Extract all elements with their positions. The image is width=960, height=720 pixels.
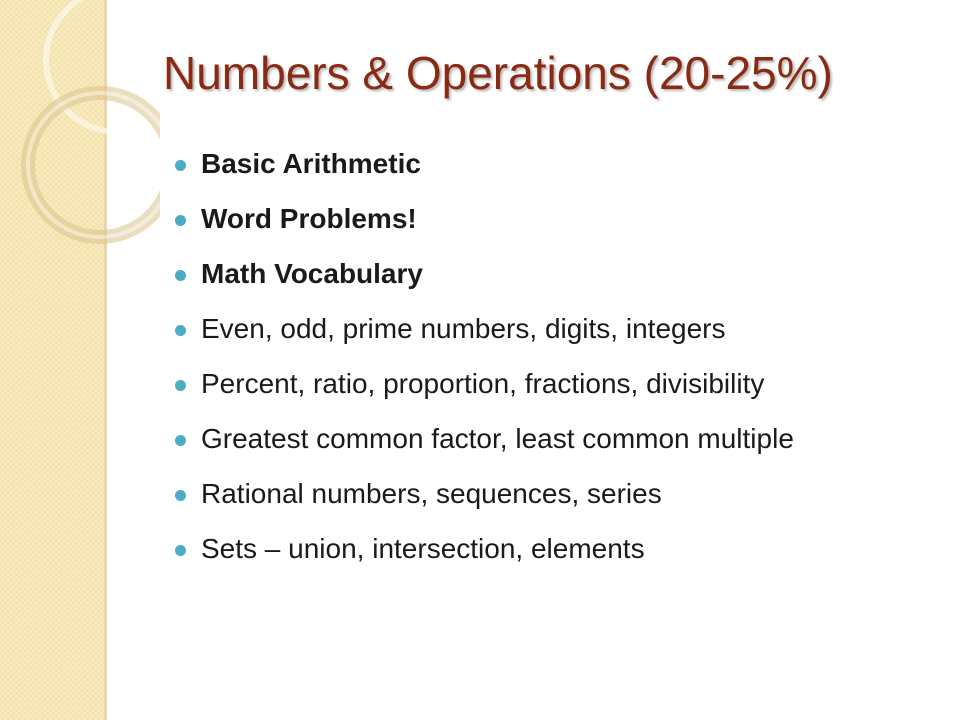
bullet-icon <box>175 270 186 281</box>
bullet-item <box>175 146 915 182</box>
bullet-icon <box>175 490 186 501</box>
bullet-item <box>175 201 915 237</box>
bullet-text: Greatest common factor, least common multiple <box>201 423 794 454</box>
bullet-item <box>175 421 821 457</box>
bullet-item <box>175 476 915 512</box>
bullet-text: Percent, ratio, proportion, fractions, divisibility <box>201 368 765 399</box>
bullet-item <box>175 531 915 567</box>
bullet-text: Sets – union, intersection, elements <box>201 533 645 564</box>
bullet-text: Word Problems! <box>201 203 417 234</box>
decorative-circles-icon <box>0 0 160 260</box>
bullet-icon <box>175 435 186 446</box>
bullet-item <box>175 256 915 292</box>
bullet-icon <box>175 325 186 336</box>
bullet-list <box>175 146 915 586</box>
bullet-item <box>175 311 915 347</box>
bullet-text: Basic Arithmetic <box>201 148 421 179</box>
slide-title: Numbers & Operations (20-25%) <box>163 47 833 99</box>
bullet-text: Math Vocabulary <box>201 258 423 289</box>
bullet-text: Even, odd, prime numbers, digits, integers <box>201 313 726 344</box>
bullet-item <box>175 366 915 402</box>
bullet-icon <box>175 545 186 556</box>
bullet-icon <box>175 380 186 391</box>
bullet-icon <box>175 215 186 226</box>
bullet-text: Rational numbers, sequences, series <box>201 478 662 509</box>
bullet-icon <box>175 160 186 171</box>
